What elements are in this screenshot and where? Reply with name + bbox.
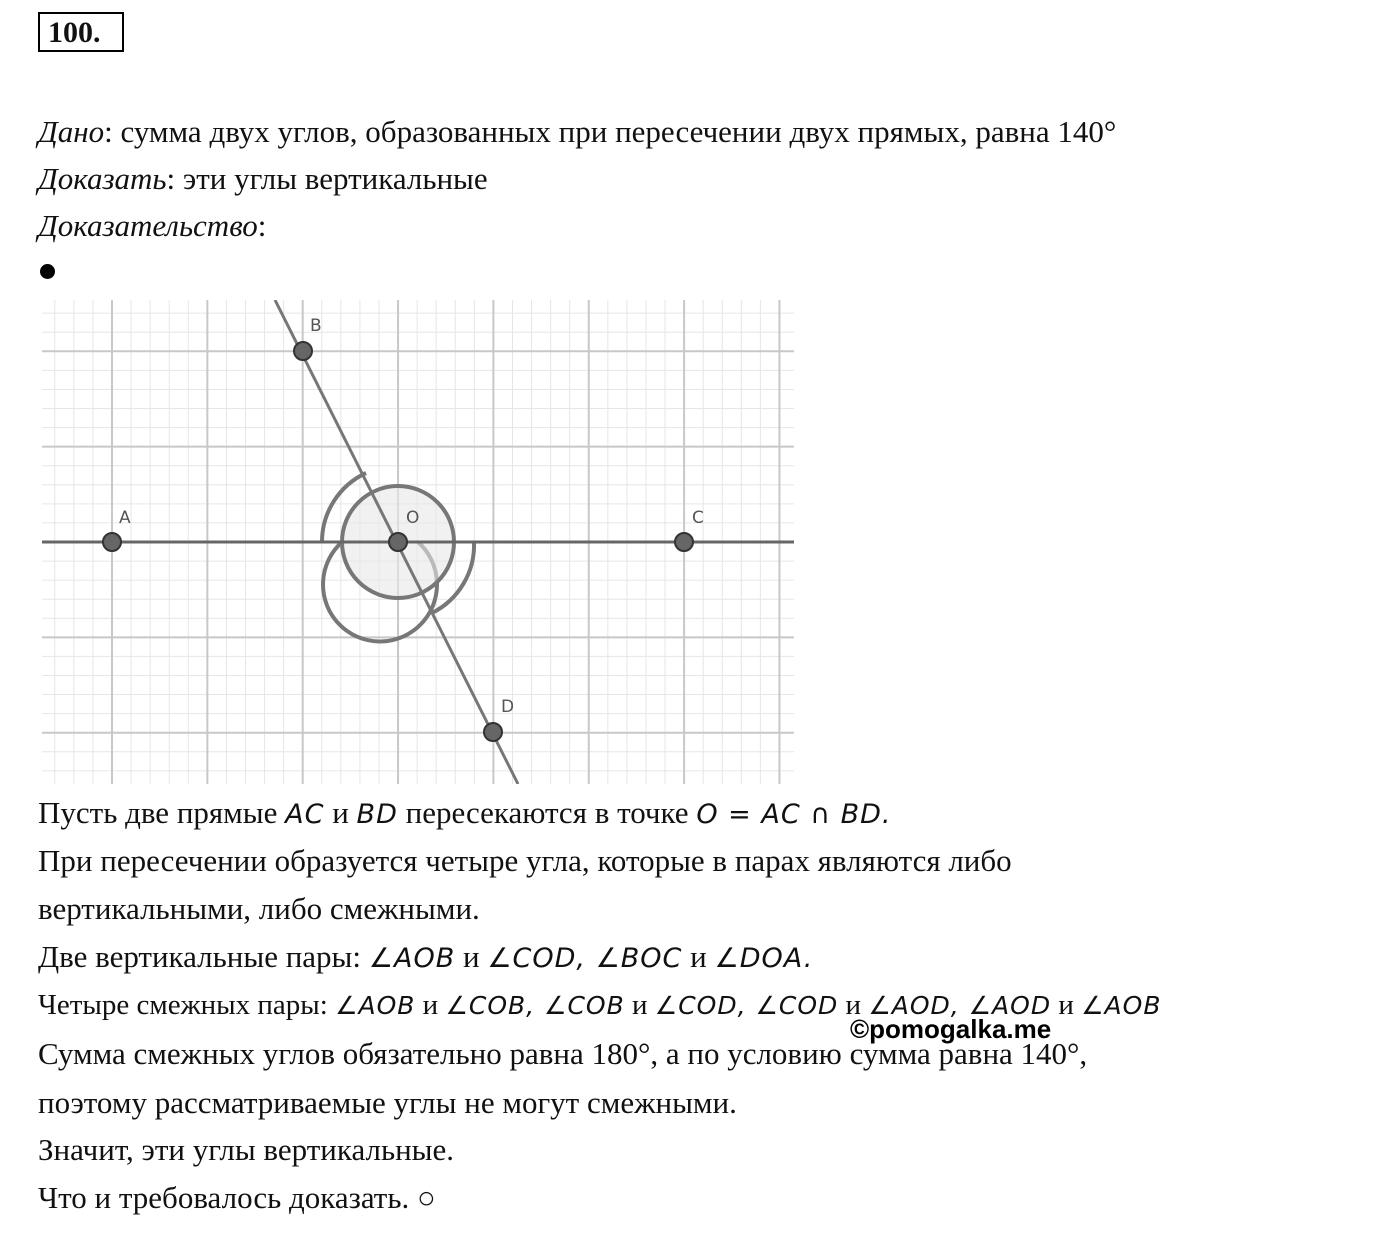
math: ∠AOB bbox=[335, 991, 416, 1020]
math: ∠COB, ∠COB bbox=[445, 991, 625, 1020]
text: Четыре смежных пары: bbox=[38, 989, 336, 1021]
geometry-figure bbox=[42, 300, 794, 784]
body-line-6: Сумма смежных углов обязательно равна 180°, а по условию сумма равна 140°, bbox=[38, 1036, 1088, 1071]
label-a: A bbox=[119, 508, 131, 528]
given-line bbox=[38, 112, 1116, 152]
proof-text: : bbox=[257, 208, 267, 243]
problem-number: 100. bbox=[38, 12, 124, 52]
math: O = AC ∩ BD. bbox=[696, 799, 892, 830]
body-line-2: При пересечении образуется четыре угла, которые в парах являются либо bbox=[38, 843, 1012, 878]
text: и bbox=[324, 795, 357, 830]
given-text: : сумма двух углов, образованных при пересечении двух прямых, равна 140° bbox=[104, 114, 1117, 149]
math: BD bbox=[356, 799, 398, 830]
math: ∠COD, ∠COD bbox=[654, 991, 839, 1020]
text: пересекаются в точке bbox=[397, 795, 697, 830]
label-d: D bbox=[501, 697, 515, 717]
text: и bbox=[624, 989, 655, 1021]
point-o bbox=[389, 533, 407, 551]
bullet-icon bbox=[40, 264, 55, 279]
proof-label: Доказательство bbox=[38, 208, 258, 243]
given-label: Дано bbox=[38, 114, 105, 149]
point-d bbox=[484, 723, 502, 741]
text: и bbox=[682, 939, 715, 974]
math: ∠AOD, ∠AOD bbox=[868, 991, 1052, 1020]
label-o: O bbox=[406, 508, 420, 528]
prove-label: Доказать bbox=[38, 161, 167, 196]
body-line-7: поэтому рассматриваемые углы не могут смежными. bbox=[38, 1085, 737, 1120]
math: ∠COD, ∠BOC bbox=[487, 943, 683, 974]
body-line-4 bbox=[38, 937, 813, 979]
point-c bbox=[675, 533, 693, 551]
body-line-8: Значит, эти углы вертикальные. bbox=[38, 1132, 455, 1167]
text: Пусть две прямые bbox=[38, 795, 286, 830]
prove-line bbox=[38, 159, 488, 199]
text: и bbox=[415, 989, 446, 1021]
label-c: C bbox=[692, 508, 704, 528]
text: и bbox=[1051, 989, 1082, 1021]
point-a bbox=[103, 533, 121, 551]
math: ∠DOA. bbox=[714, 943, 814, 974]
body-line-3: вертикальными, либо смежными. bbox=[38, 891, 480, 926]
math: AC bbox=[285, 799, 325, 830]
math: ∠AOB bbox=[1081, 991, 1162, 1020]
text: и bbox=[838, 989, 869, 1021]
label-b: B bbox=[310, 316, 322, 336]
text: Две вертикальные пары: bbox=[38, 939, 369, 974]
watermark: ©pomogalka.me bbox=[850, 1014, 1052, 1044]
math: ∠AOB bbox=[368, 943, 456, 974]
proof-line bbox=[38, 206, 266, 246]
body-line-1 bbox=[38, 793, 892, 835]
prove-text: : эти углы вертикальные bbox=[166, 161, 488, 196]
text: и bbox=[455, 939, 488, 974]
point-b bbox=[294, 342, 312, 360]
body-line-9: Что и требовалось доказать. ○ bbox=[38, 1180, 436, 1215]
